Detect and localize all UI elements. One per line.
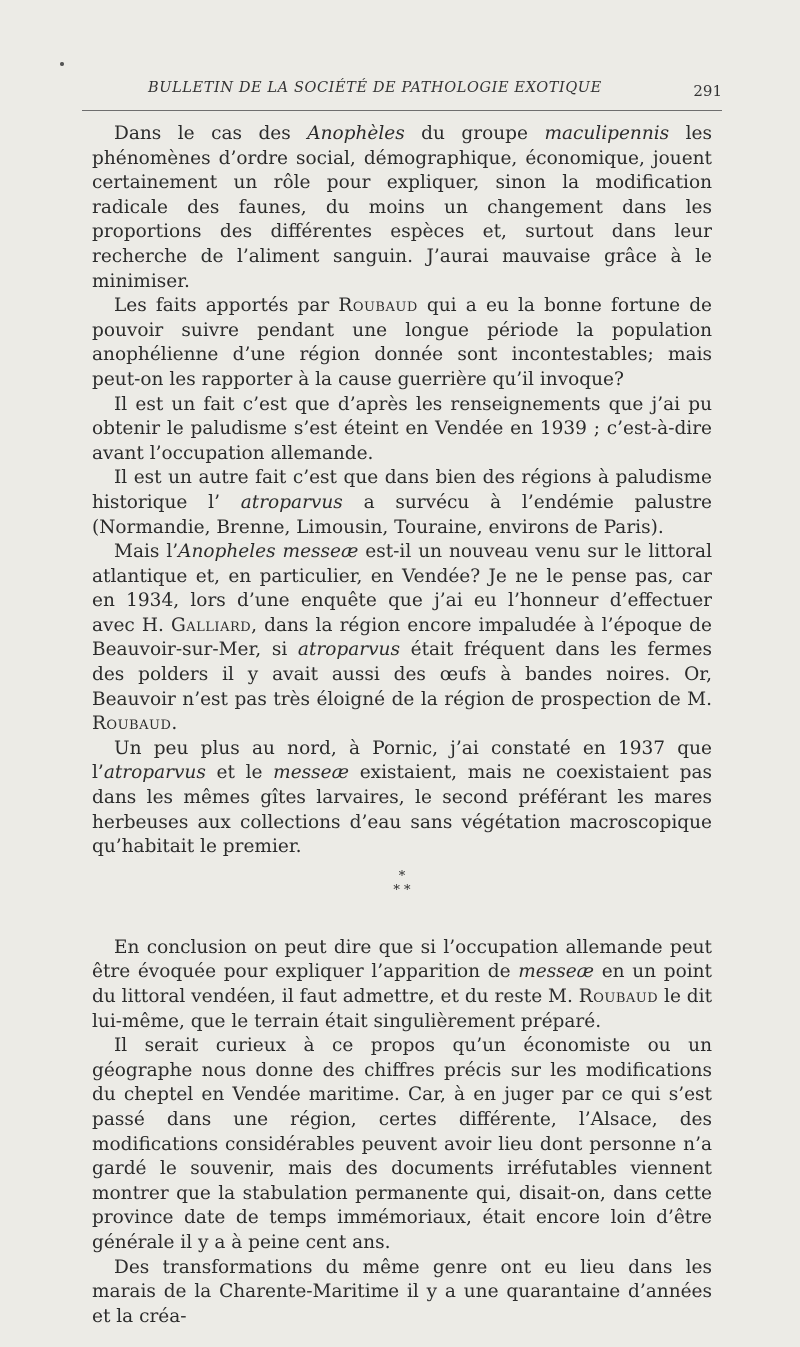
text-run: , dans la région encore impaludée à l’époque de Beauvoir-sur-Mer, si [92,614,712,661]
body-text [92,122,712,1329]
taxon-name: Anopheles messeæ [178,541,359,563]
paragraph-7 [92,936,712,1034]
text-run: Les faits apportés par [114,295,339,317]
taxon-name: messeæ [273,762,349,784]
taxon-name: messeæ [518,961,595,983]
taxon-name: maculipennis [544,123,670,144]
taxon-name: atroparvus [240,491,343,513]
text-run: du groupe [404,123,545,144]
paragraph-3: Il est un fait c’est que d’après les renseignements que j’ai pu obtenir le paludisme s’est éteint en Vendée en 1939 ; c’est-à-dire avant l’occupation allemande. [92,393,712,464]
author-name: Roubaud [338,295,418,317]
running-header [82,76,722,111]
paragraph-4 [92,466,712,540]
taxon-name: atroparvus [297,639,400,661]
journal-title: BULLETIN DE LA SOCIÉTÉ DE PATHOLOGIE EXOTIQUE [148,80,602,96]
text-run: a survécu à l’endémie palustre (Normandie, Brenne, Limousin, Touraine, environs de Paris). [92,491,712,538]
author-name: Galliard [171,614,252,636]
text-run: qui a eu la bonne fortune de pouvoir suivre pendant une longue période la population anophélienne d’une région donnée sont incontestables; mais peut-on les rapporter à la cause guerrière qu’il invoque? [92,295,712,390]
text-run: . [171,713,178,735]
asterisk-top: * [398,868,406,884]
text-run: Dans le cas des [114,123,308,144]
taxon-name: atroparvus [103,762,206,784]
text-run: existaient, mais ne coexistaient pas dans les mêmes gîtes larvaires, le second préférant les mares herbeuses aux collections d’eau sans végétation macroscopique qu’habitait le premier. [92,762,712,858]
section-separator [92,870,712,898]
text-run: et le [205,762,274,784]
paragraph-9: Des transformations du même genre ont eu lieu dans les marais de la Charente-Maritime il y a une quarantaine d’années et la créa- [92,1256,712,1327]
text-run: en un point du littoral vendéen, il faut admettre, et du reste M. [92,961,712,1007]
paragraph-2 [92,294,712,392]
text-run: Mais l’ [114,541,179,563]
page-number: 291 [693,82,722,100]
text-run: Un peu plus au nord, à Pornic, j’ai constaté en 1937 que l’ [92,737,712,784]
paragraph-6 [92,737,712,860]
text-run: le dit lui-même, que le terrain était singulièrement préparé. [92,986,713,1032]
text-run: Il est un autre fait c’est que dans bien des régions à paludisme historique l’ [92,467,712,513]
text-run: est-il un nouveau venu sur le littoral atlantique et, en particulier, en Vendée? Je ne le pense pas, car en 1934, lors d’une enquête que j’ai eu l’honneur d’effectuer avec H. [92,541,712,636]
author-name: Roubaud [92,713,172,735]
asterisk-bottom: * * [393,882,411,898]
taxon-name: Anophèles [307,123,405,144]
text-run: était fréquent dans les fermes des polders il y avait aussi des œufs à bandes noires. Or, Beauvoir n’est pas très éloigné de la région de prospection de M. [92,639,712,710]
ink-dot [60,62,64,66]
paragraph-8: Il serait curieux à ce propos qu’un économiste ou un géographe nous donne des chiffres précis sur les modifications du cheptel en Vendée maritime. Car, à en juger par ce qui s’est passé dans une région, certes différente, l’Alsace, des modifications considérables peuvent avoir lieu dont personne n’a gardé le souvenir, mais des documents irréfutables viennent montrer que la stabulation permanente qui, disait-on, dans cette province date de temps immémoriaux, était encore loin d’être générale il y a à peine cent ans. [92,1035,712,1253]
paragraph-1 [92,122,712,294]
text-run: les phénomènes d’ordre social, démographique, économique, jouent certainement un rôle pour expliquer, sinon la modification radicale des faunes, du moins un changement dans les proportions des différentes espèces et, surtout dans leur recherche de l’aliment sanguin. J’aurai mauvaise grâce à le minimiser. [92,123,712,292]
text-run: En conclusion on peut dire que si l’occupation allemande peut être évoquée pour expliquer l’apparition de [92,936,712,983]
paragraph-5 [92,540,712,737]
author-name: Roubaud [578,986,659,1007]
